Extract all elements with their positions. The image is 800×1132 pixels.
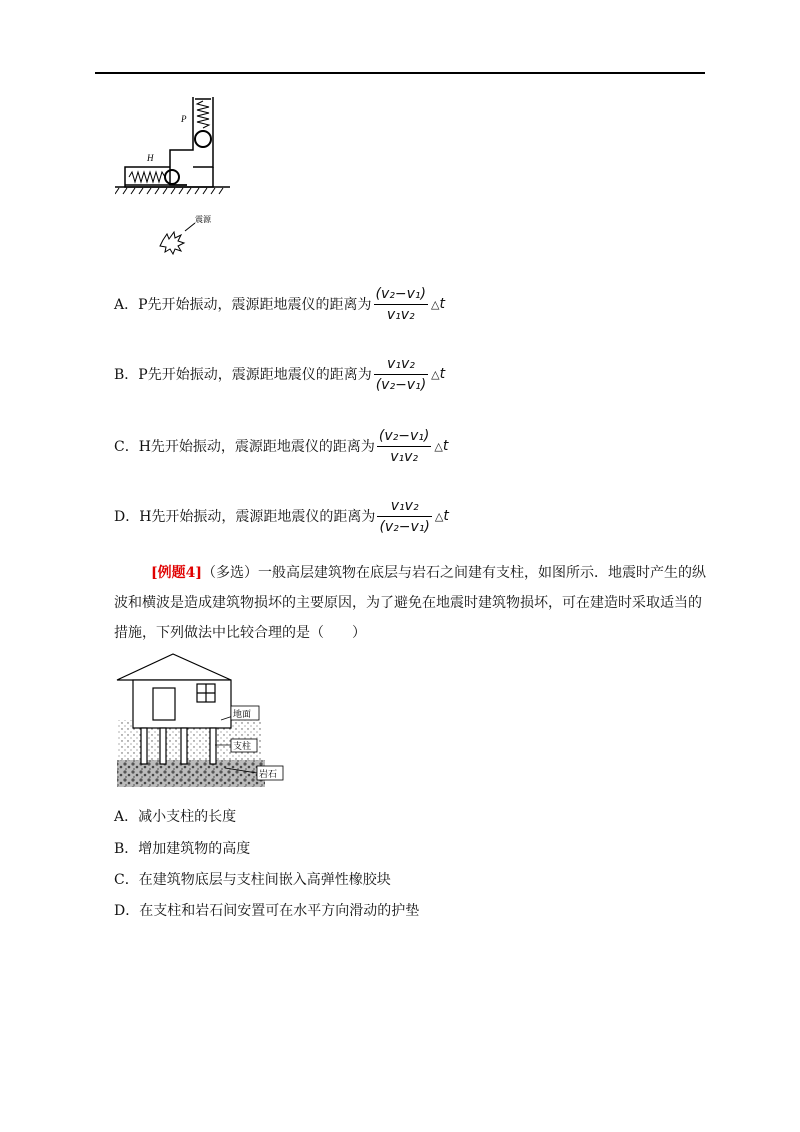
option-b: B．P先开始振动，震源距地震仪的距离为 $\frac{\text{v₁v₂}}{\text{(v₂−v₁)}}$ △t bbox=[114, 356, 446, 393]
option-d: D．H先开始振动，震源距地震仪的距离为 $\frac{\text{v₁v₂}}{\text{(v₂−v₁)}}$ △t bbox=[114, 498, 449, 535]
example4-text: （多选）一般高层建筑物在底层与岩石之间建有支柱，如图所示．地震时产生的纵波和横波是造成建筑物损坏的主要原因，为了避免在地震时建筑物损坏，可在建造时采取适当的措施，下列做法中比较合理的是（ ） bbox=[114, 565, 706, 641]
ex4-option-b: B．增加建筑物的高度 bbox=[114, 841, 251, 857]
option-a: A．P先开始振动，震源距地震仪的距离为 $\frac{\text{(v₂−v₁)}}{\text{v₁v₂}}$ △t bbox=[114, 286, 445, 323]
label-pillar: 支柱 bbox=[233, 742, 252, 752]
option-c: C．H先开始振动，震源距地震仪的距离为 $\frac{\text{(v₂−v₁)}}{\text{v₁v₂}}$ △t bbox=[114, 428, 449, 465]
seismograph-figure bbox=[115, 95, 235, 255]
earthquake-source-icon bbox=[160, 232, 184, 254]
label-rock: 岩石 bbox=[259, 770, 278, 780]
ex4-option-a: A．减小支柱的长度 bbox=[114, 809, 237, 825]
header-rule bbox=[95, 72, 705, 74]
label-p: P bbox=[181, 114, 187, 124]
example4-label: [例题4] bbox=[151, 565, 202, 581]
ex4-option-d: D．在支柱和岩石间安置可在水平方向滑动的护垫 bbox=[114, 903, 420, 919]
example4-paragraph bbox=[114, 558, 709, 648]
label-h: H bbox=[147, 153, 154, 163]
label-ground: 地面 bbox=[233, 710, 252, 720]
house-on-pillars-figure bbox=[115, 650, 305, 790]
label-source: 震源 bbox=[195, 215, 211, 224]
ex4-option-c: C．在建筑物底层与支柱间嵌入高弹性橡胶块 bbox=[114, 872, 391, 888]
